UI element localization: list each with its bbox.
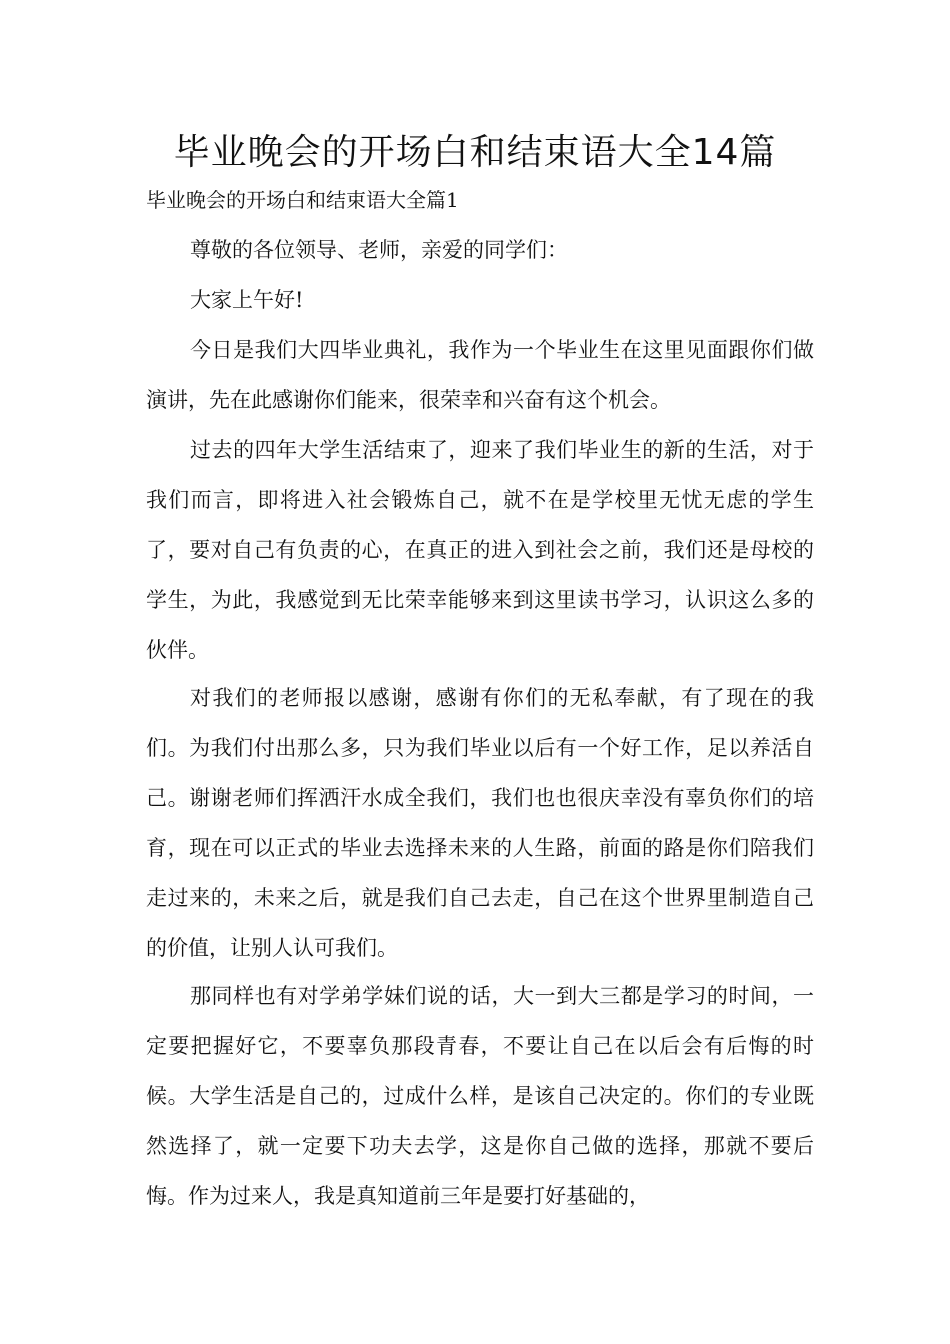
body-paragraph-3: 对我们的老师报以感谢，感谢有你们的无私奉献，有了现在的我们。为我们付出那么多，只为我们毕业以后有一个好工作，足以养活自己。谢谢老师们挥洒汗水成全我们，我们也也很庆幸没有辜负你们的培育，现在可以正式的毕业去选择未来的人生路，前面的路是你们陪我们走过来的，未来之后，就是我们自己去走，自己在这个世界里制造自己的价值，让别人认可我们。 [146,686,814,960]
body-paragraph-1: 今日是我们大四毕业典礼，我作为一个毕业生在这里见面跟你们做演讲，先在此感谢你们能来，很荣幸和兴奋有这个机会。 [146,338,814,412]
body-paragraph-2: 过去的四年大学生活结束了，迎来了我们毕业生的新的生活，对于我们而言，即将进入社会锻炼自己，就不在是学校里无忧无虑的学生了，要对自己有负责的心，在真正的进入到社会之前，我们还是母校的学生，为此，我感觉到无比荣幸能够来到这里读书学习，认识这么多的伙伴。 [146,438,814,662]
greeting-paragraph: 大家上午好! [190,288,304,312]
document-title: 毕业晚会的开场白和结束语大全14篇 [173,132,777,173]
section-heading: 毕业晚会的开场白和结束语大全篇1 [146,188,459,212]
salutation-paragraph: 尊敬的各位领导、老师，亲爱的同学们： [190,238,568,262]
body-paragraph-4: 那同样也有对学弟学妹们说的话，大一到大三都是学习的时间，一定要把握好它，不要辜负那段青春，不要让自己在以后会有后悔的时候。大学生活是自己的，过成什么样，是该自己决定的。你们的专业既然选择了，就一定要下功夫去学，这是你自己做的选择，那就不要后悔。作为过来人，我是真知道前三年是要打好基础的， [146,984,814,1208]
